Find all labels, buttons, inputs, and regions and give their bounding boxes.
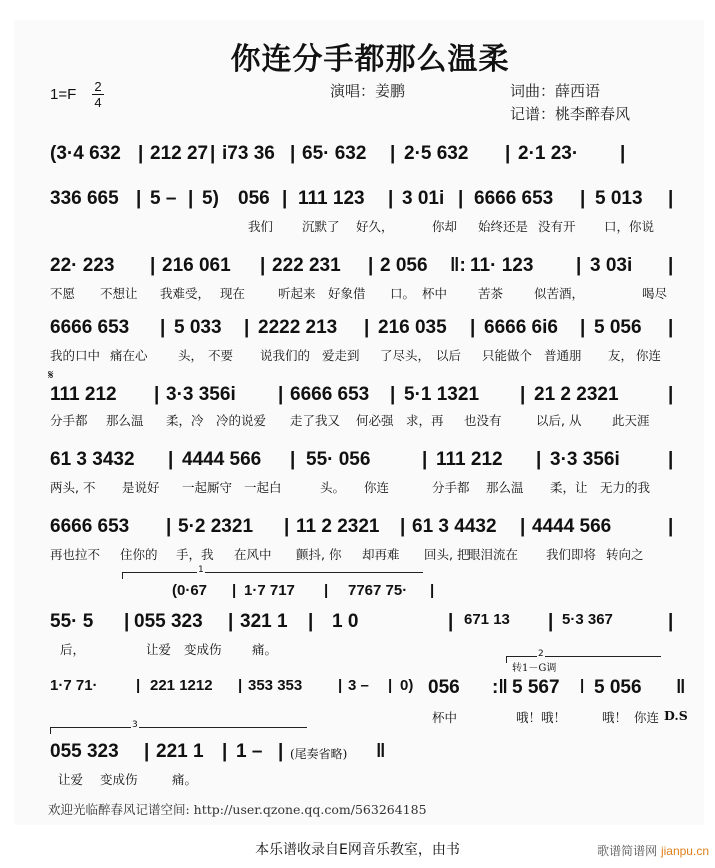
measure: 5·3 367 — [562, 611, 613, 628]
measure: 1·7 71· — [50, 677, 98, 694]
measure: 6666 653 — [474, 188, 554, 209]
measure: 5 056 — [594, 317, 642, 338]
lyrics-line-4: 我的口中 痛在心 头， 不要 说我们的 爱走到 了尽头， 以后 只能做个 普通朋 友， 你连 — [50, 348, 662, 363]
singer-credit: 演唱：姜鹏 — [330, 82, 406, 100]
time-signature: 2 4 — [92, 80, 104, 109]
measure: 5·2 2321 — [178, 516, 254, 537]
score-line-7: 6666 653 | 5·2 2321 | 11 2 2321 | 61 3 4432 | 4444 566 | — [50, 516, 674, 537]
measure: 5) — [202, 188, 219, 209]
song-title: 你连分手都那么温柔 — [230, 42, 510, 77]
measure: 6666 6i6 — [484, 317, 558, 338]
score-line-8: 55· 5 | 055 323 | 321 1 | 1 0 | 671 13 | 5·3 367 | — [50, 611, 674, 632]
score-line-2: 336 665 | 5 – | 5) 056 | 111 123 | 3 01i | 6666 653 | 5 013 | — [50, 188, 674, 209]
measure: 321 1 — [240, 611, 288, 632]
lyrics-line-9: 杯中 哦！哦！ 哦！ 你连 D.S — [432, 708, 688, 725]
lyrics-line-7: 再也拉不 住你的 手，我 在风中 颤抖, 你 却再难 回头, 把 眼泪流在 我们即将 转向之 — [50, 547, 644, 562]
measure: 5 567 — [512, 677, 560, 698]
lyrics-line-3: 不愿 不想让 我难受， 现在 听起来 好象借 口。 杯中 苦茶 似苦酒， 喝尽 — [50, 286, 668, 301]
measure: 1 – — [236, 741, 263, 762]
measure: 216 061 — [162, 255, 231, 276]
repeat-end: :‖ — [492, 677, 508, 698]
modulation-label: 转1－G调 — [512, 663, 557, 674]
measure: 111 123 — [298, 188, 365, 209]
measure: (3·4 632 — [50, 143, 121, 164]
measure: 353 353 — [248, 677, 303, 694]
measure: 671 13 — [464, 611, 510, 628]
watermark-url: jianpu.cn — [660, 844, 709, 858]
measure: 11 2 2321 — [296, 516, 380, 537]
score-line-4: 6666 653 | 5 033 | 2222 213 | 216 035 | 6666 6i6 | 5 056 | — [50, 317, 674, 338]
measure: 2 056 — [380, 255, 428, 276]
transcriber-space-note: 欢迎光临醉春风记谱空间: http://user.qzone.qq.com/563264185 — [48, 802, 427, 817]
site-watermark: 歌谱简谱网 jianpu.cn — [597, 844, 709, 858]
measure: 2·5 632 — [404, 143, 469, 164]
measure: 3 – — [348, 677, 369, 694]
measure: 056 — [428, 677, 460, 698]
measure: 3 01i — [402, 188, 445, 209]
interlude-line: (0·67 | 1·7 717 | 7767 75· | — [172, 582, 435, 599]
lyrics-line-6: 两头, 不 是说好 一起厮守 一起白 头。 你连 分手都 那么温 柔，让 无力的我 — [50, 480, 651, 495]
measure: (0·67 — [172, 582, 208, 599]
measure: 65· 632 — [302, 143, 367, 164]
measure: 055 323 — [50, 741, 119, 762]
measure: 2·1 23· — [518, 143, 579, 164]
measure: 5·1 1321 — [404, 384, 480, 405]
measure: 2222 213 — [258, 317, 338, 338]
lyrics-line-8: 后， 让爱 变成伤 痛。 — [60, 642, 278, 657]
measure: 3 03i — [590, 255, 633, 276]
volta-bracket-3: 3 — [50, 727, 307, 734]
segno-sign: 𝄋 — [48, 368, 54, 383]
volta-bracket-1: 1 — [122, 572, 423, 579]
score-line-3: 22· 223 | 216 061 | 222 231 | 2 056 ‖: 11· 123 | 3 03i | — [50, 255, 674, 276]
volta-bracket-2: 2 — [506, 656, 661, 663]
measure: 5 – — [150, 188, 177, 209]
measure: 0) — [400, 677, 414, 694]
measure: 11· 123 — [470, 255, 534, 276]
measure: 1 0 — [332, 611, 359, 632]
score-line-9: 1·7 71· | 221 1212 | 353 353 | 3 – | 0) 056 :‖ 5 567 | 5 056 ‖ — [50, 677, 686, 698]
lyricist-composer-credit: 词曲：薛西语 — [510, 82, 601, 100]
measure: 055 323 — [134, 611, 203, 632]
measure: 216 035 — [378, 317, 447, 338]
lyrics-line-5: 分手都 那么温 柔，冷 冷的说爱 走了我又 何必强 求，再 也没有 以后, 从 此天涯 — [50, 413, 650, 428]
measure: 55· 5 — [50, 611, 94, 632]
measure: 336 665 — [50, 188, 119, 209]
measure: 4444 566 — [532, 516, 612, 537]
measure: 111 212 — [436, 449, 503, 470]
score-line-5: 111 212 | 3·3 356i | 6666 653 | 5·1 1321 | 21 2 2321 | — [50, 384, 674, 405]
measure: 221 1212 — [150, 677, 213, 694]
measure: 5 013 — [595, 188, 643, 209]
score-line-10: 055 323 | 221 1 | 1 – | (尾奏省略) ‖ — [50, 741, 386, 762]
measure: 61 3 3432 — [50, 449, 135, 470]
measure: 056 — [238, 188, 270, 209]
measure: 212 27 — [150, 143, 209, 164]
measure: 3·3 356i — [166, 384, 236, 405]
measure: 7767 75· — [348, 582, 408, 599]
measure: 61 3 4432 — [412, 516, 497, 537]
measure: 1·7 717 — [244, 582, 295, 599]
transcriber-credit: 记谱：桃李醉春风 — [510, 105, 631, 123]
measure: 4444 566 — [182, 449, 262, 470]
measure: 55· 056 — [306, 449, 371, 470]
score-line-1: (3·4 632 | 212 27 | i73 36 | 65· 632 | 2·5 632 | 2·1 23· | — [50, 143, 626, 164]
measure: 6666 653 — [50, 317, 130, 338]
key-signature: 1=F — [50, 86, 77, 103]
measure: 6666 653 — [290, 384, 370, 405]
measure: 22· 223 — [50, 255, 115, 276]
measure: 222 231 — [272, 255, 341, 276]
measure: 111 212 — [50, 384, 117, 405]
measure: 21 2 2321 — [534, 384, 619, 405]
measure: 5 056 — [594, 677, 642, 698]
measure: 6666 653 — [50, 516, 130, 537]
measure: i73 36 — [222, 143, 275, 164]
repeat-start: ‖: — [450, 255, 466, 276]
measure: 3·3 356i — [550, 449, 620, 470]
outro-omitted: (尾奏省略) — [290, 747, 348, 761]
lyrics-line-2: 我们 沉默了 好久， 你却 始终还是 没有开 口，你说 — [248, 219, 655, 234]
lyrics-line-10: 让爱 变成伤 痛。 — [58, 772, 198, 787]
ds-marker: D.S — [664, 708, 688, 723]
measure: 5 033 — [174, 317, 222, 338]
source-caption: 本乐谱收录自E网音乐教室，由书 — [255, 842, 460, 858]
score-line-6: 61 3 3432 | 4444 566 | 55· 056 | 111 212 | 3·3 356i | — [50, 449, 674, 470]
measure: 221 1 — [156, 741, 204, 762]
